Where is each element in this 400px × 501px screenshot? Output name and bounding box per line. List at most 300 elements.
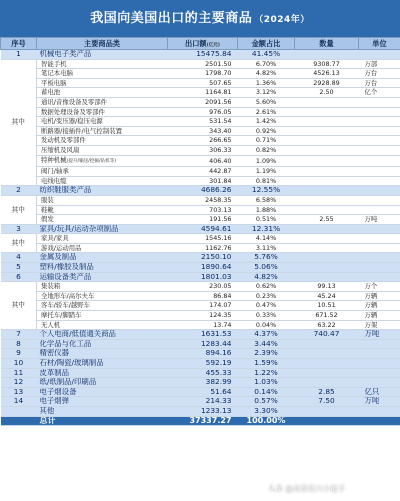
table-subrow — [1, 320, 400, 330]
table-subrow — [1, 234, 400, 244]
row-qty — [295, 195, 359, 205]
row-pct: 5.06% — [238, 263, 295, 273]
row-qty — [295, 263, 359, 273]
row-seq — [1, 416, 37, 426]
row-name — [37, 205, 168, 215]
table-subrow — [1, 145, 400, 155]
row-name-text: 鞋靴 — [41, 205, 54, 214]
table-subrow — [1, 195, 400, 205]
row-value: 531.54 — [168, 117, 238, 127]
row-seq: 9 — [1, 349, 37, 359]
table-subrow — [1, 88, 400, 98]
row-name-text: 智能手机 — [41, 59, 67, 68]
row-value: 1801.03 — [168, 272, 238, 282]
row-name-text: 其他 — [39, 406, 55, 415]
row-name — [37, 136, 168, 146]
row-qty — [295, 155, 359, 167]
header-row — [1, 38, 400, 50]
row-name-text: 客车/轿车/越野车 — [41, 301, 91, 310]
group-label: 其中 — [1, 195, 37, 224]
row-name — [37, 59, 168, 69]
row-qty — [295, 272, 359, 282]
row-unit: 万架 — [359, 320, 400, 330]
row-name-text: 断路器/接插件/电气控制装置 — [41, 126, 122, 135]
row-qty — [295, 126, 359, 136]
table-subrow — [1, 291, 400, 301]
row-value: 1545.16 — [168, 234, 238, 244]
row-name-text: 塑料/橡胶及制品 — [39, 262, 94, 272]
row-seq: 3 — [1, 224, 37, 234]
table-subrow — [1, 59, 400, 69]
table-subrow — [1, 282, 400, 292]
row-pct: 0.23% — [238, 291, 295, 301]
row-pct: 0.81% — [238, 176, 295, 186]
row-name-text: 假发 — [41, 215, 54, 224]
row-name — [37, 195, 168, 205]
row-name — [37, 397, 168, 407]
row-name-text: 全地形车/高尔夫车 — [41, 291, 95, 300]
row-name — [37, 224, 168, 234]
row-unit: 万台 — [359, 69, 400, 79]
row-unit — [359, 145, 400, 155]
row-name-text: 运输设备类产品 — [39, 272, 92, 281]
row-pct: 0.33% — [238, 311, 295, 321]
row-qty: 99.13 — [295, 282, 359, 292]
table-row — [1, 272, 400, 282]
row-name — [37, 359, 168, 369]
row-unit — [359, 349, 400, 359]
row-name-text: 无人机 — [41, 320, 61, 329]
row-name-text: 总计 — [39, 416, 56, 425]
row-name-text: 平板电脑 — [41, 78, 67, 87]
row-seq: 14 — [1, 397, 37, 407]
row-unit — [359, 107, 400, 117]
row-value: 1164.81 — [168, 88, 238, 98]
row-qty — [295, 117, 359, 127]
row-name-text: 通讯/音像设备及零部件 — [41, 97, 108, 106]
row-unit: 亿只 — [359, 387, 400, 397]
row-value: 230.05 — [168, 282, 238, 292]
row-pct: 0.04% — [238, 320, 295, 330]
row-value: 442.87 — [168, 167, 238, 177]
row-name — [37, 117, 168, 127]
group-label: 其中 — [1, 282, 37, 330]
row-value: 15475.84 — [168, 50, 238, 60]
table-row — [1, 359, 400, 369]
row-value: 4686.26 — [168, 186, 238, 196]
row-pct: 12.31% — [238, 224, 295, 234]
header-value — [168, 38, 238, 50]
row-pct: 0.82% — [238, 145, 295, 155]
row-name — [37, 301, 168, 311]
row-name — [37, 368, 168, 378]
row-pct: 1.36% — [238, 78, 295, 88]
row-unit — [359, 243, 400, 253]
row-name-text: 笔记本电脑 — [41, 69, 73, 78]
row-name-text: 纸/纸制品/印刷品 — [39, 377, 97, 387]
row-pct: 3.11% — [238, 243, 295, 253]
row-seq: 10 — [1, 359, 37, 369]
row-qty — [295, 378, 359, 388]
header-value-label: 出口额 — [185, 38, 207, 48]
table-subrow — [1, 301, 400, 311]
table-row — [1, 330, 400, 340]
row-qty — [295, 186, 359, 196]
table-row — [1, 397, 400, 407]
row-name-text: 电子烟弹 — [39, 396, 70, 406]
row-value: 2458.35 — [168, 195, 238, 205]
row-qty — [295, 167, 359, 177]
row-pct: 0.57% — [238, 397, 295, 407]
row-unit — [359, 359, 400, 369]
row-unit — [359, 195, 400, 205]
row-seq: 4 — [1, 253, 37, 263]
row-name-text: 纺织鞋服类产品 — [39, 185, 92, 195]
row-value: 4594.61 — [168, 224, 238, 234]
row-name — [37, 50, 168, 60]
row-value: 343.40 — [168, 126, 238, 136]
table-row — [1, 263, 400, 273]
table-row — [1, 387, 400, 397]
row-name-text: 数据处理设备及零部件 — [41, 107, 105, 116]
row-pct: 1.88% — [238, 205, 295, 215]
row-value: 703.13 — [168, 205, 238, 215]
row-qty — [295, 339, 359, 349]
row-value: 124.35 — [168, 311, 238, 321]
row-value: 1631.53 — [168, 330, 238, 340]
row-qty: 63.22 — [295, 320, 359, 330]
row-seq: 1 — [1, 50, 37, 60]
row-pct: 100.00% — [238, 416, 295, 426]
row-name — [37, 406, 168, 416]
row-unit — [359, 176, 400, 186]
row-name — [37, 186, 168, 196]
row-name — [37, 243, 168, 253]
row-pct: 3.44% — [238, 339, 295, 349]
row-pct: 1.03% — [238, 378, 295, 388]
row-name-text: 集装箱 — [41, 282, 61, 291]
row-name — [37, 97, 168, 107]
row-unit — [359, 136, 400, 146]
row-name — [37, 215, 168, 225]
row-pct: 2.61% — [238, 107, 295, 117]
table-row — [1, 253, 400, 263]
row-pct: 1.22% — [238, 368, 295, 378]
table-title — [0, 0, 400, 37]
row-name — [37, 339, 168, 349]
table-subrow — [1, 215, 400, 225]
row-pct: 4.37% — [238, 330, 295, 340]
row-value: 2150.10 — [168, 253, 238, 263]
row-qty — [295, 349, 359, 359]
table-subrow — [1, 107, 400, 117]
table-row — [1, 368, 400, 378]
row-name — [37, 378, 168, 388]
row-pct: 0.47% — [238, 301, 295, 311]
header-value-unit: (亿元) — [206, 42, 220, 48]
row-pct: 1.59% — [238, 359, 295, 369]
row-name — [37, 88, 168, 98]
row-seq: 8 — [1, 339, 37, 349]
row-pct: 41.45% — [238, 50, 295, 60]
row-unit — [359, 378, 400, 388]
export-table — [0, 37, 400, 426]
row-name-text: 电线电缆 — [41, 176, 67, 185]
table-subrow — [1, 117, 400, 127]
table-subrow — [1, 155, 400, 167]
row-unit — [359, 167, 400, 177]
row-unit: 万辆 — [359, 291, 400, 301]
row-value: 2091.56 — [168, 97, 238, 107]
row-value: 37337.27 — [168, 416, 238, 426]
row-pct: 3.30% — [238, 406, 295, 416]
row-name — [37, 78, 168, 88]
row-value: 1162.76 — [168, 243, 238, 253]
row-qty — [295, 205, 359, 215]
row-name-text: 家具/玩具/运动杂项制品 — [39, 224, 119, 233]
row-name — [37, 176, 168, 186]
row-name — [37, 291, 168, 301]
row-qty: 2.55 — [295, 215, 359, 225]
row-value: 174.07 — [168, 301, 238, 311]
row-qty: 7.50 — [295, 397, 359, 407]
row-name-text: 摩托车/脚踏车 — [41, 311, 82, 320]
title-text: 我国向美国出口的主要商品 — [90, 11, 253, 26]
row-pct: 6.70% — [238, 59, 295, 69]
row-unit — [359, 406, 400, 416]
row-name-text: 家具/家具 — [41, 234, 69, 243]
table-row — [1, 224, 400, 234]
table-subrow — [1, 78, 400, 88]
row-unit — [359, 416, 400, 426]
row-value: 86.84 — [168, 291, 238, 301]
title-year: （2024年） — [254, 15, 310, 25]
table-subrow — [1, 176, 400, 186]
row-qty — [295, 368, 359, 378]
row-name — [37, 145, 168, 155]
row-qty — [295, 253, 359, 263]
row-pct: 1.09% — [238, 155, 295, 167]
row-name — [37, 282, 168, 292]
row-value: 214.33 — [168, 397, 238, 407]
group-label: 其中 — [1, 234, 37, 253]
row-unit — [359, 272, 400, 282]
row-name — [37, 263, 168, 273]
row-unit: 万台 — [359, 78, 400, 88]
table-subrow — [1, 167, 400, 177]
row-pct: 5.76% — [238, 253, 295, 263]
row-pct: 1.42% — [238, 117, 295, 127]
row-unit — [359, 234, 400, 244]
table-row — [1, 406, 400, 416]
row-name — [37, 234, 168, 244]
table-subrow — [1, 136, 400, 146]
row-name — [37, 272, 168, 282]
header-pct: 金额占比 — [238, 38, 295, 50]
row-seq — [1, 406, 37, 416]
row-unit — [359, 253, 400, 263]
row-unit — [359, 97, 400, 107]
row-name-text: 服装 — [41, 195, 54, 204]
row-name-text: 皮革制品 — [39, 368, 70, 377]
row-pct: 2.39% — [238, 349, 295, 359]
row-unit — [359, 263, 400, 273]
total-row — [1, 416, 400, 426]
row-name-text: 精密仪器 — [39, 348, 70, 358]
row-unit: 万吨 — [359, 330, 400, 340]
row-qty: 2.85 — [295, 387, 359, 397]
row-pct: 12.55% — [238, 186, 295, 196]
row-value: 13.74 — [168, 320, 238, 330]
row-pct: 3.12% — [238, 88, 295, 98]
row-value: 301.84 — [168, 176, 238, 186]
row-value: 1283.44 — [168, 339, 238, 349]
row-name — [37, 416, 168, 426]
row-name — [37, 167, 168, 177]
row-name-text: 化学品与化工品 — [39, 339, 92, 348]
row-pct: 0.51% — [238, 215, 295, 225]
table-row — [1, 378, 400, 388]
row-qty — [295, 359, 359, 369]
row-name-text: 游戏/运动用品 — [41, 243, 82, 252]
group-label: 其中 — [1, 59, 37, 186]
table-row — [1, 339, 400, 349]
row-name — [37, 349, 168, 359]
table-row — [1, 349, 400, 359]
row-name-text: 电机/变压器/稳压电源 — [41, 117, 103, 126]
row-qty: 740.47 — [295, 330, 359, 340]
row-qty — [295, 416, 359, 426]
row-name-text: 个人电商/低值通关商品 — [39, 329, 116, 339]
row-qty: 671.52 — [295, 311, 359, 321]
row-unit: 亿个 — [359, 88, 400, 98]
row-name-text: 压缩机及风扇 — [41, 145, 80, 154]
row-pct: 4.82% — [238, 69, 295, 79]
row-pct: 1.19% — [238, 167, 295, 177]
row-name-text: 电子烟设备 — [39, 387, 77, 396]
row-name — [37, 107, 168, 117]
row-value: 266.65 — [168, 136, 238, 146]
header-category: 主要商品类 — [37, 38, 168, 50]
row-value: 306.33 — [168, 145, 238, 155]
header-qty: 数量 — [295, 38, 359, 50]
row-value: 592.19 — [168, 359, 238, 369]
table-subrow — [1, 97, 400, 107]
row-pct: 4.14% — [238, 234, 295, 244]
row-pct: 4.82% — [238, 272, 295, 282]
row-pct: 0.71% — [238, 136, 295, 146]
row-name — [37, 253, 168, 263]
row-name-text: 发动机及零部件 — [41, 136, 86, 145]
row-unit — [359, 339, 400, 349]
row-qty — [295, 243, 359, 253]
row-seq: 11 — [1, 368, 37, 378]
row-seq: 2 — [1, 186, 37, 196]
row-pct: 5.60% — [238, 97, 295, 107]
table-row — [1, 50, 400, 60]
row-unit — [359, 186, 400, 196]
row-qty — [295, 97, 359, 107]
row-name — [37, 155, 168, 167]
row-unit — [359, 205, 400, 215]
table-subrow — [1, 126, 400, 136]
row-name-text: 石材/陶瓷/玻璃制品 — [39, 358, 104, 367]
row-qty — [295, 224, 359, 234]
row-unit: 万辆 — [359, 301, 400, 311]
row-qty: 9308.77 — [295, 59, 359, 69]
row-unit — [359, 224, 400, 234]
row-name — [37, 69, 168, 79]
row-seq: 13 — [1, 387, 37, 397]
row-value: 191.56 — [168, 215, 238, 225]
row-value: 455.33 — [168, 368, 238, 378]
row-name-text: 阀门/轴承 — [41, 167, 69, 176]
header-unit: 单位 — [359, 38, 400, 50]
row-seq: 12 — [1, 378, 37, 388]
row-unit — [359, 155, 400, 167]
row-value: 1890.64 — [168, 263, 238, 273]
row-pct: 0.92% — [238, 126, 295, 136]
row-qty — [295, 145, 359, 155]
row-qty: 2.50 — [295, 88, 359, 98]
row-name-text: 蓄电池 — [41, 88, 61, 97]
row-name — [37, 330, 168, 340]
row-qty — [295, 234, 359, 244]
row-value: 406.40 — [168, 155, 238, 167]
row-name-text: 金属及制品 — [39, 252, 77, 262]
row-unit — [359, 50, 400, 60]
table-row — [1, 186, 400, 196]
row-seq: 7 — [1, 330, 37, 340]
row-value: 2501.50 — [168, 59, 238, 69]
row-pct: 6.58% — [238, 195, 295, 205]
row-value: 51.64 — [168, 387, 238, 397]
table-subrow — [1, 243, 400, 253]
row-qty: 45.24 — [295, 291, 359, 301]
row-qty — [295, 406, 359, 416]
row-qty — [295, 136, 359, 146]
row-name — [37, 311, 168, 321]
row-qty — [295, 107, 359, 117]
row-unit — [359, 368, 400, 378]
row-qty: 2928.89 — [295, 78, 359, 88]
watermark: 头条 @高景低兴小能手 — [268, 484, 346, 493]
row-unit — [359, 126, 400, 136]
row-value: 1798.70 — [168, 69, 238, 79]
row-unit: 万吨 — [359, 397, 400, 407]
row-name — [37, 320, 168, 330]
row-unit: 万辆 — [359, 311, 400, 321]
row-note: (提升/输送/挖掘/钻机等) — [66, 158, 117, 164]
row-pct: 0.14% — [238, 387, 295, 397]
row-unit: 万个 — [359, 282, 400, 292]
row-value: 382.99 — [168, 378, 238, 388]
row-unit: 万吨 — [359, 215, 400, 225]
header-seq: 序号 — [1, 38, 37, 50]
table-subrow — [1, 311, 400, 321]
row-name — [37, 126, 168, 136]
table-subrow — [1, 69, 400, 79]
row-value: 976.05 — [168, 107, 238, 117]
row-seq: 5 — [1, 263, 37, 273]
row-value: 507.65 — [168, 78, 238, 88]
row-qty — [295, 50, 359, 60]
row-name-text: 特种机械 — [41, 155, 67, 164]
row-qty: 10.51 — [295, 301, 359, 311]
table-subrow — [1, 205, 400, 215]
row-pct: 0.62% — [238, 282, 295, 292]
row-seq: 6 — [1, 272, 37, 282]
